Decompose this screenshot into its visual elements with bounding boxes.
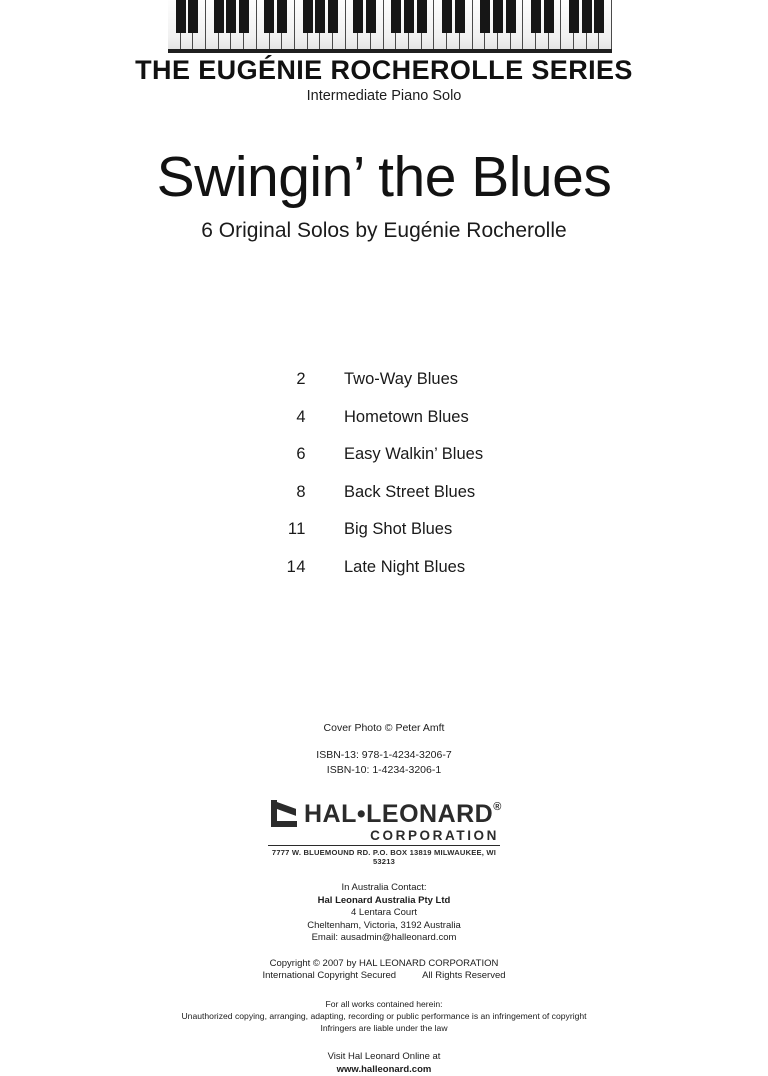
copyright-line-2 [0,970,768,983]
list-item [0,520,768,539]
black-key [226,0,236,33]
black-key [176,0,186,33]
black-key [366,0,376,33]
australia-email-line: Email: ausadmin@halleonard.com [311,932,457,943]
black-keys-group [168,0,612,33]
black-key [303,0,313,33]
publisher-logo-row [268,800,500,827]
list-item-title: Easy Walkin’ Blues [344,445,484,463]
list-item-page: 6 [296,445,306,463]
publisher-corporation: CORPORATION [370,828,499,843]
series-subtitle: Intermediate Piano Solo [306,88,462,104]
black-key [239,0,249,33]
black-key [353,0,363,33]
black-key [264,0,274,33]
black-key [455,0,465,33]
black-key [493,0,503,33]
legal-notice [0,998,768,1034]
copyright-line-1: Copyright © 2007 by HAL LEONARD CORPORATION [269,957,499,969]
black-key [594,0,604,33]
black-key [214,0,224,33]
footer [0,722,768,1076]
publisher-address: 7777 W. BLUEMOUND RD. P.O. BOX 13819 MILWAUKEE, WI 53213 [268,845,500,866]
contents-list [0,370,768,595]
cover-photo-credit: Cover Photo © Peter Amft [323,722,445,734]
black-key [277,0,287,33]
legal-line-2: Unauthorized copying, arranging, adapting, recording or public performance is an infringement of copyright [181,1010,587,1021]
list-item [0,408,768,427]
australia-line-4: Cheltenham, Victoria, 3192 Australia [307,919,461,931]
black-key [417,0,427,33]
list-item-title: Late Night Blues [344,557,466,576]
publisher-logo [268,800,500,866]
list-item-title: Two-Way Blues [344,370,459,388]
piano-keyboard-graphic [168,0,612,52]
list-item [0,370,768,389]
black-key [404,0,414,33]
hal-leonard-mark-icon [268,800,298,827]
legal-line-3: Infringers are liable under the law [320,1022,448,1033]
black-key [531,0,541,33]
black-key [569,0,579,33]
list-item-page: 11 [287,520,306,538]
online-block [0,1050,768,1076]
series-title: THE EUGÉNIE ROCHEROLLE SERIES [135,55,633,85]
australia-contact [0,882,768,945]
list-item-page: 14 [286,557,306,576]
publisher-name-text: HAL•LEONARD [304,800,494,828]
copyright-secured: International Copyright Secured [262,970,397,981]
legal-line-1: For all works contained herein: [325,998,443,1009]
black-key [328,0,338,33]
list-item-title: Back Street Blues [344,482,476,501]
list-item-page: 8 [296,482,306,501]
black-key [544,0,554,33]
black-key [442,0,452,33]
black-key [188,0,198,33]
black-key [480,0,490,33]
list-item [0,445,768,464]
rights-reserved: All Rights Reserved [422,970,506,981]
list-item-page: 4 [296,407,306,426]
black-key [315,0,325,33]
list-item-title: Hometown Blues [344,407,469,426]
list-item [0,483,768,502]
keyboard-baseline [168,49,612,53]
australia-line-1: In Australia Contact: [341,882,427,893]
isbn-13: ISBN-13: 978-1-4234-3206-7 [316,749,452,761]
registered-mark: ® [493,801,502,813]
black-key [582,0,592,33]
isbn-block [0,748,768,778]
isbn-10: ISBN-10: 1-4234-3206-1 [326,764,442,776]
copyright-block [0,958,768,983]
list-item-page: 2 [296,370,306,388]
publisher-name [304,802,502,827]
list-item-title: Big Shot Blues [344,520,453,538]
australia-line-3: 4 Lentara Court [350,907,417,918]
online-url: www.halleonard.com [336,1063,432,1075]
black-key [391,0,401,33]
list-item [0,558,768,577]
online-line-1: Visit Hal Leonard Online at [327,1050,441,1062]
page-title: Swingin’ the Blues [156,145,612,209]
australia-line-2: Hal Leonard Australia Pty Ltd [317,894,451,906]
page-subtitle: 6 Original Solos by Eugénie Rocherolle [201,219,567,242]
black-key [506,0,516,33]
